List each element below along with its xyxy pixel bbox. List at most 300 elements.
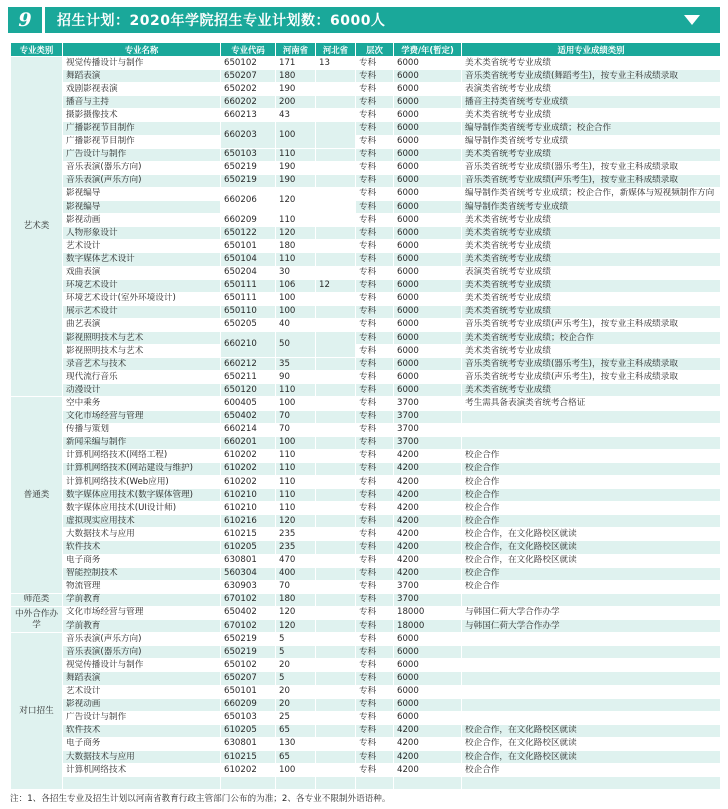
henan-quota-cell: 20 bbox=[276, 659, 316, 672]
henan-quota-cell bbox=[276, 777, 316, 790]
major-code-cell: 610205 bbox=[221, 541, 276, 554]
tuition-cell: 4200 bbox=[394, 476, 462, 489]
henan-quota-cell: 20 bbox=[276, 698, 316, 711]
major-code-cell: 650111 bbox=[221, 292, 276, 305]
score-type-cell: 校企合作，在文化路校区就读 bbox=[462, 750, 721, 763]
major-name-cell: 大数据技术与应用 bbox=[63, 750, 221, 763]
henan-quota-cell: 20 bbox=[276, 685, 316, 698]
level-cell: 专科 bbox=[356, 187, 394, 200]
tuition-cell: 4200 bbox=[394, 541, 462, 554]
hebei-quota-cell bbox=[316, 331, 356, 357]
hebei-quota-cell: 12 bbox=[316, 279, 356, 292]
major-code-cell: 660203 bbox=[221, 122, 276, 148]
tuition-cell: 18000 bbox=[394, 606, 462, 619]
hebei-quota-cell bbox=[316, 214, 356, 227]
score-type-cell: 美术类省统考专业成绩 bbox=[462, 240, 721, 253]
major-code-cell: 600405 bbox=[221, 397, 276, 410]
major-code-cell: 670102 bbox=[221, 593, 276, 606]
score-type-cell: 校企合作，在文化路校区就读 bbox=[462, 554, 721, 567]
henan-quota-cell: 110 bbox=[276, 476, 316, 489]
level-cell: 专科 bbox=[356, 685, 394, 698]
hebei-quota-cell bbox=[316, 593, 356, 606]
henan-quota-cell: 120 bbox=[276, 227, 316, 240]
tuition-cell: 6000 bbox=[394, 201, 462, 214]
tuition-cell: 6000 bbox=[394, 70, 462, 83]
table-row bbox=[11, 214, 721, 227]
major-code-cell: 610216 bbox=[221, 515, 276, 528]
major-name-cell: 学前教育 bbox=[63, 593, 221, 606]
tuition-cell: 6000 bbox=[394, 358, 462, 371]
major-code-cell: 660214 bbox=[221, 423, 276, 436]
level-cell: 专科 bbox=[356, 266, 394, 279]
score-type-cell: 音乐类省统考专业成绩(器乐考生)，按专业主科成绩录取 bbox=[462, 161, 721, 174]
tuition-cell: 6000 bbox=[394, 646, 462, 659]
table-row bbox=[11, 122, 721, 135]
tuition-cell: 6000 bbox=[394, 214, 462, 227]
table-row bbox=[11, 135, 721, 148]
hebei-quota-cell bbox=[316, 371, 356, 384]
henan-quota-cell: 110 bbox=[276, 489, 316, 502]
category-cell: 艺术类 bbox=[11, 57, 63, 397]
major-code-cell: 650219 bbox=[221, 174, 276, 187]
hebei-quota-cell bbox=[316, 161, 356, 174]
level-cell: 专科 bbox=[356, 371, 394, 384]
score-type-cell bbox=[462, 593, 721, 606]
henan-quota-cell: 5 bbox=[276, 672, 316, 685]
major-code-cell: 630903 bbox=[221, 580, 276, 593]
henan-quota-cell: 180 bbox=[276, 240, 316, 253]
level-cell: 专科 bbox=[356, 698, 394, 711]
table-row bbox=[11, 397, 721, 410]
score-type-cell: 与韩国仁荷大学合作办学 bbox=[462, 620, 721, 633]
level-cell: 专科 bbox=[356, 646, 394, 659]
major-code-cell: 670102 bbox=[221, 620, 276, 633]
henan-quota-cell: 130 bbox=[276, 737, 316, 750]
hebei-quota-cell bbox=[316, 672, 356, 685]
major-code-cell: 650111 bbox=[221, 279, 276, 292]
henan-quota-cell: 200 bbox=[276, 96, 316, 109]
hebei-quota-cell bbox=[316, 685, 356, 698]
score-type-cell: 音乐类省统考专业成绩(声乐考生)，按专业主科成绩录取 bbox=[462, 174, 721, 187]
major-name-cell: 虚拟现实应用技术 bbox=[63, 515, 221, 528]
major-name-cell: 舞蹈表演 bbox=[63, 70, 221, 83]
level-cell: 专科 bbox=[356, 253, 394, 266]
major-code-cell: 650120 bbox=[221, 384, 276, 397]
score-type-cell: 校企合作 bbox=[462, 764, 721, 777]
level-cell: 专科 bbox=[356, 580, 394, 593]
score-type-cell: 编导制作类省统考专业成绩；校企合作，新媒体与短视频制作方向 bbox=[462, 187, 721, 200]
tuition-cell: 6000 bbox=[394, 83, 462, 96]
hebei-quota-cell bbox=[316, 305, 356, 318]
tuition-cell: 3700 bbox=[394, 593, 462, 606]
hebei-quota-cell bbox=[316, 266, 356, 279]
table-row bbox=[11, 423, 721, 436]
henan-quota-cell: 470 bbox=[276, 554, 316, 567]
hebei-quota-cell: 13 bbox=[316, 57, 356, 70]
hebei-quota-cell bbox=[316, 462, 356, 475]
major-code-cell: 650207 bbox=[221, 672, 276, 685]
henan-quota-cell: 400 bbox=[276, 567, 316, 580]
hebei-quota-cell bbox=[316, 554, 356, 567]
table-row bbox=[11, 541, 721, 554]
henan-quota-cell: 120 bbox=[276, 187, 316, 213]
major-code-cell: 660201 bbox=[221, 436, 276, 449]
score-type-cell bbox=[462, 646, 721, 659]
score-type-cell bbox=[462, 659, 721, 672]
hebei-quota-cell bbox=[316, 711, 356, 724]
score-type-cell: 考生需具备表演类省统考合格证 bbox=[462, 397, 721, 410]
table-header-row bbox=[11, 43, 721, 57]
table-row bbox=[11, 724, 721, 737]
table-row bbox=[11, 384, 721, 397]
major-code-cell: 650204 bbox=[221, 266, 276, 279]
table-row bbox=[11, 449, 721, 462]
henan-quota-cell: 5 bbox=[276, 646, 316, 659]
henan-quota-cell: 190 bbox=[276, 83, 316, 96]
enrollment-plan-table bbox=[10, 42, 721, 790]
henan-quota-cell: 65 bbox=[276, 724, 316, 737]
score-type-cell: 与韩国仁荷大学合作办学 bbox=[462, 606, 721, 619]
table-row bbox=[11, 57, 721, 70]
major-name-cell: 摄影摄像技术 bbox=[63, 109, 221, 122]
major-code-cell: 660212 bbox=[221, 358, 276, 371]
level-cell: 专科 bbox=[356, 122, 394, 135]
score-type-cell: 美术类省统考专业成绩 bbox=[462, 227, 721, 240]
header-major-name: 专业名称 bbox=[63, 43, 221, 57]
table-row bbox=[11, 174, 721, 187]
henan-quota-cell: 120 bbox=[276, 606, 316, 619]
table-row bbox=[11, 646, 721, 659]
henan-quota-cell: 35 bbox=[276, 358, 316, 371]
henan-quota-cell: 65 bbox=[276, 750, 316, 763]
major-name-cell: 音乐表演(声乐方向) bbox=[63, 633, 221, 646]
level-cell: 专科 bbox=[356, 659, 394, 672]
header-score-type: 适用专业成绩类别 bbox=[462, 43, 721, 57]
major-name-cell: 影视照明技术与艺术 bbox=[63, 331, 221, 344]
level-cell: 专科 bbox=[356, 764, 394, 777]
major-code-cell: 660206 bbox=[221, 187, 276, 213]
major-name-cell: 戏剧影视表演 bbox=[63, 83, 221, 96]
tuition-cell: 6000 bbox=[394, 57, 462, 70]
major-name-cell: 人物形象设计 bbox=[63, 227, 221, 240]
major-code-cell: 650205 bbox=[221, 318, 276, 331]
major-name-cell: 计算机网络技术(网络工程) bbox=[63, 449, 221, 462]
major-code-cell: 650202 bbox=[221, 83, 276, 96]
major-code-cell: 660209 bbox=[221, 698, 276, 711]
level-cell: 专科 bbox=[356, 161, 394, 174]
henan-quota-cell: 110 bbox=[276, 449, 316, 462]
hebei-quota-cell bbox=[316, 449, 356, 462]
tuition-cell: 3700 bbox=[394, 436, 462, 449]
table-row bbox=[11, 476, 721, 489]
henan-quota-cell: 5 bbox=[276, 633, 316, 646]
tuition-cell: 4200 bbox=[394, 462, 462, 475]
table-row bbox=[11, 305, 721, 318]
henan-quota-cell: 100 bbox=[276, 764, 316, 777]
major-code-cell: 610210 bbox=[221, 489, 276, 502]
score-type-cell: 美术类省统考专业成绩；校企合作 bbox=[462, 331, 721, 344]
score-type-cell: 播音主持类省统考专业成绩 bbox=[462, 96, 721, 109]
henan-quota-cell: 70 bbox=[276, 410, 316, 423]
level-cell: 专科 bbox=[356, 305, 394, 318]
hebei-quota-cell bbox=[316, 764, 356, 777]
table-body bbox=[11, 57, 721, 790]
tuition-cell: 6000 bbox=[394, 109, 462, 122]
henan-quota-cell: 120 bbox=[276, 515, 316, 528]
table-row bbox=[11, 764, 721, 777]
hebei-quota-cell bbox=[316, 502, 356, 515]
henan-quota-cell: 180 bbox=[276, 593, 316, 606]
hebei-quota-cell bbox=[316, 659, 356, 672]
henan-quota-cell: 171 bbox=[276, 57, 316, 70]
henan-quota-cell: 30 bbox=[276, 266, 316, 279]
level-cell: 专科 bbox=[356, 292, 394, 305]
level-cell: 专科 bbox=[356, 515, 394, 528]
hebei-quota-cell bbox=[316, 737, 356, 750]
level-cell: 专科 bbox=[356, 331, 394, 344]
header-tuition: 学费/年(暂定) bbox=[394, 43, 462, 57]
score-type-cell bbox=[462, 633, 721, 646]
major-code-cell bbox=[221, 777, 276, 790]
tuition-cell: 6000 bbox=[394, 305, 462, 318]
level-cell: 专科 bbox=[356, 109, 394, 122]
score-type-cell bbox=[462, 685, 721, 698]
major-name-cell: 软件技术 bbox=[63, 724, 221, 737]
tuition-cell: 4200 bbox=[394, 750, 462, 763]
table-row bbox=[11, 148, 721, 161]
score-type-cell: 音乐类省统考专业成绩(声乐考生)，按专业主科成绩录取 bbox=[462, 318, 721, 331]
table-row bbox=[11, 201, 721, 214]
henan-quota-cell: 100 bbox=[276, 397, 316, 410]
hebei-quota-cell bbox=[316, 70, 356, 83]
tuition-cell: 6000 bbox=[394, 148, 462, 161]
major-code-cell: 650122 bbox=[221, 227, 276, 240]
level-cell: 专科 bbox=[356, 345, 394, 358]
tuition-cell: 6000 bbox=[394, 384, 462, 397]
table-row bbox=[11, 279, 721, 292]
major-name-cell: 环境艺术设计 bbox=[63, 279, 221, 292]
table-row bbox=[11, 253, 721, 266]
level-cell: 专科 bbox=[356, 227, 394, 240]
major-name-cell: 音乐表演(器乐方向) bbox=[63, 161, 221, 174]
section-banner bbox=[8, 7, 720, 33]
tuition-cell: 4200 bbox=[394, 502, 462, 515]
table-row bbox=[11, 161, 721, 174]
table-row bbox=[11, 371, 721, 384]
major-name-cell: 音乐表演(声乐方向) bbox=[63, 174, 221, 187]
tuition-cell: 6000 bbox=[394, 253, 462, 266]
henan-quota-cell: 100 bbox=[276, 436, 316, 449]
level-cell: 专科 bbox=[356, 174, 394, 187]
tuition-cell: 3700 bbox=[394, 397, 462, 410]
level-cell: 专科 bbox=[356, 606, 394, 619]
tuition-cell: 4200 bbox=[394, 567, 462, 580]
tuition-cell: 4200 bbox=[394, 724, 462, 737]
collapse-triangle-icon[interactable] bbox=[684, 15, 700, 25]
major-name-cell: 音乐表演(器乐方向) bbox=[63, 646, 221, 659]
table-row bbox=[11, 554, 721, 567]
major-code-cell: 610210 bbox=[221, 502, 276, 515]
tuition-cell: 6000 bbox=[394, 318, 462, 331]
score-type-cell: 音乐类省统考专业成绩(器乐考生)，按专业主科成绩录取 bbox=[462, 358, 721, 371]
table-row bbox=[11, 266, 721, 279]
major-name-cell: 物流管理 bbox=[63, 580, 221, 593]
major-name-cell: 录音艺术与技术 bbox=[63, 358, 221, 371]
major-name-cell: 影视动画 bbox=[63, 698, 221, 711]
henan-quota-cell: 90 bbox=[276, 371, 316, 384]
score-type-cell bbox=[462, 711, 721, 724]
score-type-cell bbox=[462, 698, 721, 711]
tuition-cell: 4200 bbox=[394, 737, 462, 750]
score-type-cell: 校企合作 bbox=[462, 489, 721, 502]
hebei-quota-cell bbox=[316, 750, 356, 763]
hebei-quota-cell bbox=[316, 410, 356, 423]
score-type-cell: 编导制作类省统考专业成绩 bbox=[462, 201, 721, 214]
level-cell: 专科 bbox=[356, 436, 394, 449]
major-name-cell: 电子商务 bbox=[63, 554, 221, 567]
major-code-cell: 650102 bbox=[221, 57, 276, 70]
major-code-cell: 650110 bbox=[221, 305, 276, 318]
major-code-cell: 650402 bbox=[221, 606, 276, 619]
henan-quota-cell: 70 bbox=[276, 423, 316, 436]
level-cell: 专科 bbox=[356, 148, 394, 161]
score-type-cell: 美术类省统考专业成绩 bbox=[462, 384, 721, 397]
score-type-cell: 美术类省统考专业成绩 bbox=[462, 109, 721, 122]
tuition-cell: 6000 bbox=[394, 240, 462, 253]
major-code-cell: 650103 bbox=[221, 711, 276, 724]
level-cell: 专科 bbox=[356, 750, 394, 763]
major-name-cell: 计算机网络技术 bbox=[63, 764, 221, 777]
hebei-quota-cell bbox=[316, 187, 356, 213]
tuition-cell: 4200 bbox=[394, 554, 462, 567]
table-row bbox=[11, 489, 721, 502]
major-name-cell: 视觉传播设计与制作 bbox=[63, 659, 221, 672]
level-cell: 专科 bbox=[356, 397, 394, 410]
level-cell: 专科 bbox=[356, 567, 394, 580]
hebei-quota-cell bbox=[316, 397, 356, 410]
tuition-cell: 6000 bbox=[394, 633, 462, 646]
major-name-cell: 广播影视节目制作 bbox=[63, 122, 221, 135]
major-code-cell: 650219 bbox=[221, 161, 276, 174]
hebei-quota-cell bbox=[316, 476, 356, 489]
header-hebei: 河北省 bbox=[316, 43, 356, 57]
level-cell: 专科 bbox=[356, 462, 394, 475]
henan-quota-cell: 106 bbox=[276, 279, 316, 292]
table-row bbox=[11, 187, 721, 200]
henan-quota-cell: 100 bbox=[276, 292, 316, 305]
level-cell: 专科 bbox=[356, 358, 394, 371]
table-row bbox=[11, 515, 721, 528]
level-cell: 专科 bbox=[356, 96, 394, 109]
hebei-quota-cell bbox=[316, 606, 356, 619]
level-cell: 专科 bbox=[356, 476, 394, 489]
tuition-cell: 6000 bbox=[394, 698, 462, 711]
table-row bbox=[11, 620, 721, 633]
tuition-cell: 6000 bbox=[394, 161, 462, 174]
major-code-cell: 650101 bbox=[221, 685, 276, 698]
table-row bbox=[11, 436, 721, 449]
level-cell bbox=[356, 777, 394, 790]
major-name-cell: 数字媒体艺术设计 bbox=[63, 253, 221, 266]
table-row bbox=[11, 318, 721, 331]
henan-quota-cell: 235 bbox=[276, 528, 316, 541]
level-cell: 专科 bbox=[356, 489, 394, 502]
tuition-cell: 6000 bbox=[394, 292, 462, 305]
major-code-cell: 650102 bbox=[221, 659, 276, 672]
hebei-quota-cell bbox=[316, 423, 356, 436]
major-code-cell: 610202 bbox=[221, 462, 276, 475]
major-name-cell: 艺术设计 bbox=[63, 685, 221, 698]
tuition-cell: 4200 bbox=[394, 489, 462, 502]
tuition-cell: 6000 bbox=[394, 96, 462, 109]
level-cell: 专科 bbox=[356, 672, 394, 685]
footnote: 注：1、各招生专业及招生计划以河南省教育行政主管部门公布的为准；2、各专业不限制外语语种。 bbox=[10, 794, 391, 804]
henan-quota-cell: 70 bbox=[276, 580, 316, 593]
table-row bbox=[11, 292, 721, 305]
table-row bbox=[11, 567, 721, 580]
hebei-quota-cell bbox=[316, 358, 356, 371]
major-name-cell: 广告设计与制作 bbox=[63, 711, 221, 724]
henan-quota-cell: 110 bbox=[276, 253, 316, 266]
table-row bbox=[11, 777, 721, 790]
hebei-quota-cell bbox=[316, 567, 356, 580]
table-row bbox=[11, 502, 721, 515]
major-code-cell: 560304 bbox=[221, 567, 276, 580]
tuition-cell: 6000 bbox=[394, 711, 462, 724]
major-name-cell: 文化市场经营与管理 bbox=[63, 606, 221, 619]
hebei-quota-cell bbox=[316, 580, 356, 593]
henan-quota-cell: 110 bbox=[276, 214, 316, 227]
major-name-cell: 学前教育 bbox=[63, 620, 221, 633]
score-type-cell bbox=[462, 777, 721, 790]
category-cell: 对口招生 bbox=[11, 633, 63, 790]
major-name-cell: 空中乘务 bbox=[63, 397, 221, 410]
tuition-cell: 6000 bbox=[394, 266, 462, 279]
hebei-quota-cell bbox=[316, 318, 356, 331]
major-code-cell: 610202 bbox=[221, 476, 276, 489]
major-name-cell: 数字媒体应用技术(UI设计师) bbox=[63, 502, 221, 515]
henan-quota-cell: 120 bbox=[276, 620, 316, 633]
hebei-quota-cell bbox=[316, 436, 356, 449]
table-row bbox=[11, 462, 721, 475]
score-type-cell: 美术类省统考专业成绩 bbox=[462, 253, 721, 266]
score-type-cell: 校企合作 bbox=[462, 580, 721, 593]
henan-quota-cell: 180 bbox=[276, 70, 316, 83]
major-name-cell: 广告设计与制作 bbox=[63, 148, 221, 161]
major-name-cell: 动漫设计 bbox=[63, 384, 221, 397]
level-cell: 专科 bbox=[356, 83, 394, 96]
level-cell: 专科 bbox=[356, 135, 394, 148]
level-cell: 专科 bbox=[356, 214, 394, 227]
table-row bbox=[11, 83, 721, 96]
table-row bbox=[11, 96, 721, 109]
major-code-cell: 610215 bbox=[221, 528, 276, 541]
score-type-cell bbox=[462, 672, 721, 685]
tuition-cell: 6000 bbox=[394, 187, 462, 200]
table-row bbox=[11, 70, 721, 83]
score-type-cell: 美术类省统考专业成绩 bbox=[462, 305, 721, 318]
score-type-cell: 校企合作，在文化路校区就读 bbox=[462, 528, 721, 541]
major-name-cell: 现代流行音乐 bbox=[63, 371, 221, 384]
table-row bbox=[11, 633, 721, 646]
table-row bbox=[11, 358, 721, 371]
score-type-cell: 表演类省统考专业成绩 bbox=[462, 266, 721, 279]
hebei-quota-cell bbox=[316, 109, 356, 122]
score-type-cell: 校企合作，在文化路校区就读 bbox=[462, 541, 721, 554]
tuition-cell: 6000 bbox=[394, 227, 462, 240]
table-row bbox=[11, 659, 721, 672]
header-level: 层次 bbox=[356, 43, 394, 57]
